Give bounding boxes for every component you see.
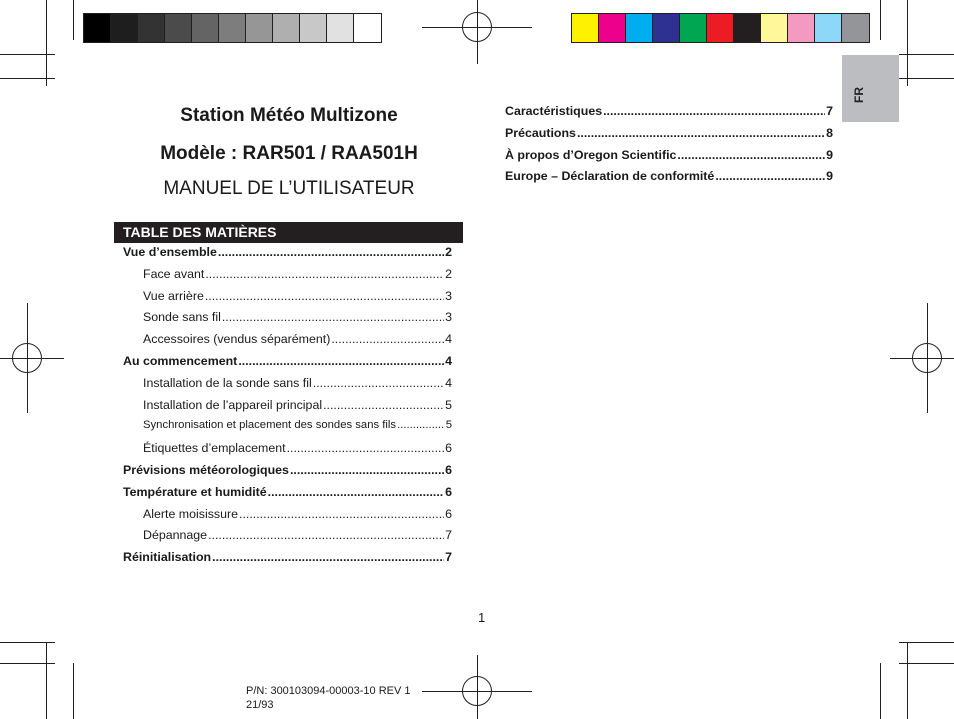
color-swatch (815, 14, 842, 42)
toc-entry-page: 2 (445, 266, 452, 281)
color-swatch (761, 14, 788, 42)
toc-entry[interactable] (123, 463, 452, 485)
color-swatch (842, 14, 869, 42)
color-swatch (653, 14, 680, 42)
registration-crosshair (890, 358, 954, 359)
color-swatch (246, 14, 273, 42)
crop-mark (880, 0, 881, 40)
toc-dot-leader (677, 148, 825, 162)
toc-dot-leader (323, 398, 444, 412)
toc-dot-leader (208, 528, 444, 542)
color-swatch (707, 14, 734, 42)
color-swatch (219, 14, 246, 42)
color-swatch (192, 14, 219, 42)
toc-entry-page: 4 (445, 353, 452, 368)
toc-heading (114, 222, 463, 243)
toc-dot-leader (287, 441, 445, 455)
part-number-line: 21/93 (246, 699, 274, 711)
toc-dot-leader (331, 332, 444, 346)
toc-dot-leader (397, 419, 445, 431)
crop-mark (46, 0, 47, 86)
toc-entry[interactable] (123, 332, 452, 354)
color-swatch (327, 14, 354, 42)
toc-entry[interactable] (505, 148, 833, 170)
toc-entry[interactable] (123, 289, 452, 311)
toc-list-left (123, 245, 452, 572)
language-tab-label: FR (852, 87, 866, 103)
toc-entry-page: 6 (445, 462, 452, 477)
language-tab (842, 55, 899, 122)
registration-crosshair (477, 655, 478, 719)
toc-entry-label: Température et humidité (123, 484, 267, 499)
toc-entry-page: 4 (445, 375, 452, 390)
toc-entry-page: 2 (445, 245, 452, 259)
toc-entry-page: 3 (445, 310, 452, 325)
toc-dot-leader (218, 245, 444, 259)
crop-mark (73, 663, 74, 719)
toc-dot-leader (313, 376, 444, 390)
toc-entry[interactable] (123, 267, 452, 289)
toc-entry-page: 7 (445, 528, 452, 543)
toc-entry-page: 6 (445, 506, 452, 521)
toc-dot-leader (205, 289, 444, 303)
toc-entry[interactable] (123, 354, 452, 376)
toc-dot-leader (205, 267, 444, 281)
toc-entry[interactable] (123, 441, 452, 463)
color-swatch (138, 14, 165, 42)
toc-entry-label: Europe – Déclaration de conformité (505, 169, 715, 184)
toc-entry-label: Caractéristiques (505, 104, 603, 118)
color-swatch (165, 14, 192, 42)
color-swatch (572, 14, 599, 42)
crop-mark (907, 642, 908, 719)
toc-entry-label: Vue d’ensemble (123, 245, 217, 259)
toc-dot-leader (212, 550, 444, 564)
toc-entry[interactable] (123, 376, 452, 398)
toc-entry[interactable] (123, 528, 452, 550)
toc-entry-label: Synchronisation et placement des sondes sans fils (143, 419, 397, 432)
toc-entry-label: Installation de la sonde sans fil (143, 375, 312, 390)
toc-entry-page: 6 (445, 484, 452, 499)
registration-crosshair (0, 358, 64, 359)
document-title: Station Météo Multizone (180, 105, 398, 126)
toc-entry[interactable] (123, 507, 452, 529)
toc-entry-label: Prévisions météorologiques (123, 462, 289, 477)
toc-entry-label: Au commencement (123, 353, 238, 368)
toc-list-right (505, 104, 833, 191)
toc-entry-page: 7 (826, 104, 833, 118)
manual-title: MANUEL DE L’UTILISATEUR (163, 178, 415, 199)
registration-crosshair (27, 303, 28, 413)
part-number-line: P/N: 300103094-00003-10 REV 1 (246, 685, 411, 697)
color-swatch (111, 14, 138, 42)
toc-heading-label: TABLE DES MATIÈRES (123, 224, 277, 240)
crop-mark (907, 0, 908, 86)
toc-dot-leader (290, 463, 444, 477)
toc-entry-label: Dépannage (143, 528, 208, 543)
color-swatch (734, 14, 761, 42)
process-color-bar (571, 13, 870, 43)
color-swatch (354, 14, 381, 42)
page-number: 1 (478, 610, 486, 625)
toc-entry-page: 8 (826, 125, 833, 140)
toc-entry-page: 6 (445, 441, 452, 456)
toc-entry[interactable] (123, 419, 452, 441)
toc-entry-label: Installation de l’appareil principal (143, 397, 323, 412)
toc-entry-page: 5 (445, 419, 452, 432)
toc-entry[interactable] (505, 126, 833, 148)
toc-dot-leader (577, 126, 825, 140)
toc-dot-leader (238, 354, 444, 368)
crop-mark (899, 78, 954, 79)
registration-crosshair (927, 303, 928, 413)
toc-entry-page: 4 (445, 332, 452, 347)
toc-entry-label: Face avant (143, 266, 205, 281)
toc-entry-page: 9 (826, 147, 833, 162)
toc-entry-label: Alerte moisissure (143, 506, 239, 521)
toc-entry[interactable] (123, 398, 452, 420)
toc-entry-label: Réinitialisation (123, 550, 212, 565)
color-swatch (680, 14, 707, 42)
toc-entry-page: 9 (826, 169, 833, 184)
toc-entry-label: Étiquettes d’emplacement (143, 441, 286, 456)
toc-entry[interactable] (123, 245, 452, 267)
toc-entry[interactable] (123, 310, 452, 332)
color-swatch (599, 14, 626, 42)
color-swatch (788, 14, 815, 42)
part-number (246, 684, 411, 712)
grayscale-color-bar (83, 13, 382, 43)
toc-dot-leader (222, 310, 444, 324)
toc-entry-page: 5 (445, 397, 452, 412)
color-swatch (273, 14, 300, 42)
toc-entry[interactable] (123, 485, 452, 507)
toc-entry-label: Accessoires (vendus séparément) (143, 332, 331, 347)
toc-entry-label: À propos d’Oregon Scientific (505, 147, 677, 162)
crop-mark (0, 78, 55, 79)
registration-crosshair (477, 0, 478, 64)
crop-mark (46, 642, 47, 719)
toc-entry-page: 3 (445, 288, 452, 303)
toc-entry-label: Précautions (505, 125, 576, 140)
toc-entry-label: Vue arrière (143, 288, 204, 303)
toc-entry-page: 7 (445, 550, 452, 565)
toc-dot-leader (268, 485, 444, 499)
color-swatch (626, 14, 653, 42)
crop-mark (880, 663, 881, 719)
model-title: Modèle : RAR501 / RAA501H (160, 143, 418, 164)
toc-dot-leader (239, 507, 444, 521)
toc-entry[interactable] (505, 104, 833, 126)
color-swatch (84, 14, 111, 42)
toc-entry[interactable] (123, 550, 452, 572)
crop-mark (73, 0, 74, 40)
toc-entry[interactable] (505, 169, 833, 191)
color-swatch (300, 14, 327, 42)
toc-entry-label: Sonde sans fil (143, 310, 221, 325)
toc-dot-leader (715, 169, 825, 183)
toc-dot-leader (603, 104, 825, 118)
